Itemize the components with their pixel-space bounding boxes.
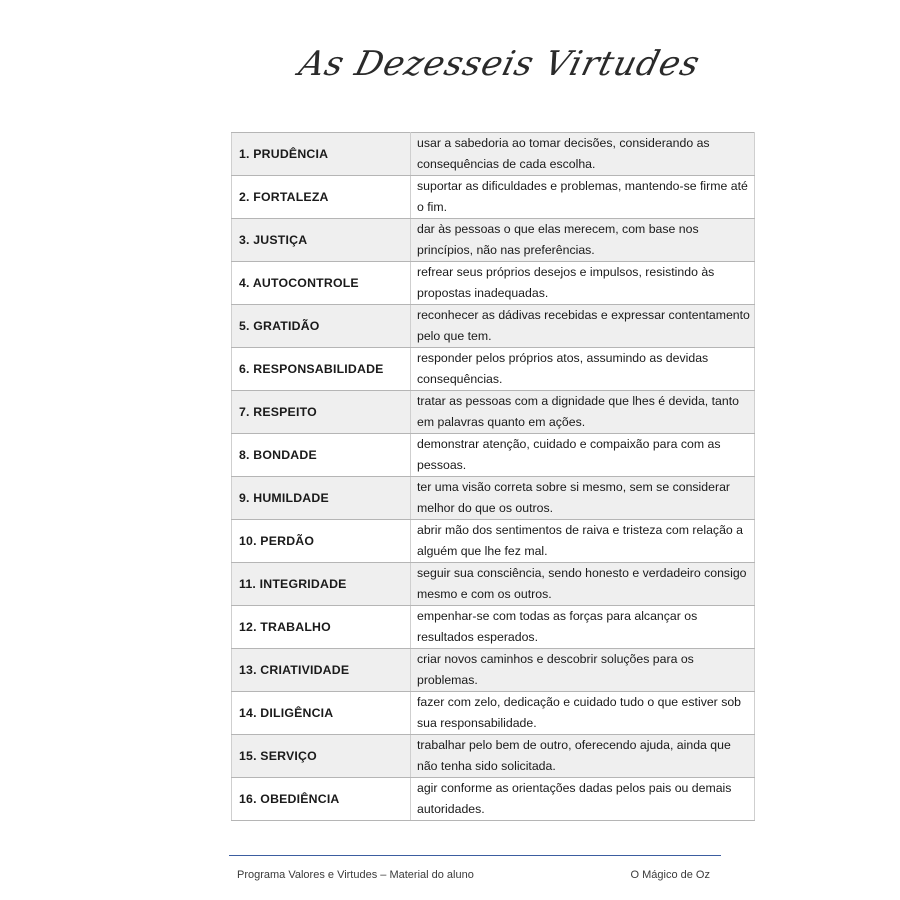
virtue-description: dar às pessoas o que elas merecem, com base nos princípios, não nas preferências. [411, 219, 755, 262]
virtue-description: suportar as dificuldades e problemas, mantendo-se firme até o fim. [411, 176, 755, 219]
table-row [232, 391, 755, 434]
table-row [232, 305, 755, 348]
table-row [232, 133, 755, 176]
table-row [232, 262, 755, 305]
virtue-name: 2. FORTALEZA [232, 176, 411, 219]
virtue-description: reconhecer as dádivas recebidas e expressar contentamento pelo que tem. [411, 305, 755, 348]
virtue-name: 15. SERVIÇO [232, 735, 411, 778]
page-title: As Dezesseis Virtudes [295, 44, 705, 84]
table-row [232, 477, 755, 520]
virtue-description: responder pelos próprios atos, assumindo as devidas consequências. [411, 348, 755, 391]
virtues-table-body [232, 133, 755, 821]
virtue-name: 3. JUSTIÇA [232, 219, 411, 262]
virtues-table-container [231, 132, 755, 821]
virtue-description: abrir mão dos sentimentos de raiva e tristeza com relação a alguém que lhe fez mal. [411, 520, 755, 563]
table-row [232, 219, 755, 262]
virtue-name: 14. DILIGÊNCIA [232, 692, 411, 735]
table-row [232, 735, 755, 778]
table-row [232, 176, 755, 219]
virtue-description: refrear seus próprios desejos e impulsos, resistindo às propostas inadequadas. [411, 262, 755, 305]
virtue-description: criar novos caminhos e descobrir soluções para os problemas. [411, 649, 755, 692]
virtue-description: agir conforme as orientações dadas pelos pais ou demais autoridades. [411, 778, 755, 821]
virtue-name: 6. RESPONSABILIDADE [232, 348, 411, 391]
table-row [232, 520, 755, 563]
virtue-description: trabalhar pelo bem de outro, oferecendo ajuda, ainda que não tenha sido solicitada. [411, 735, 755, 778]
virtue-name: 7. RESPEITO [232, 391, 411, 434]
virtue-name: 12. TRABALHO [232, 606, 411, 649]
virtue-name: 9. HUMILDADE [232, 477, 411, 520]
table-row [232, 606, 755, 649]
virtue-name: 8. BONDADE [232, 434, 411, 477]
virtue-name: 16. OBEDIÊNCIA [232, 778, 411, 821]
footer-divider [229, 855, 721, 856]
virtue-description: demonstrar atenção, cuidado e compaixão para com as pessoas. [411, 434, 755, 477]
footer-program-label: Programa Valores e Virtudes – Material do aluno [237, 869, 474, 881]
virtue-description: usar a sabedoria ao tomar decisões, considerando as consequências de cada escolha. [411, 133, 755, 176]
virtues-table [231, 132, 755, 821]
table-row [232, 649, 755, 692]
table-row [232, 563, 755, 606]
table-row [232, 434, 755, 477]
virtue-name: 5. GRATIDÃO [232, 305, 411, 348]
table-row [232, 692, 755, 735]
virtue-name: 11. INTEGRIDADE [232, 563, 411, 606]
table-row [232, 348, 755, 391]
virtue-name: 10. PERDÃO [232, 520, 411, 563]
virtue-description: empenhar-se com todas as forças para alcançar os resultados esperados. [411, 606, 755, 649]
virtue-name: 13. CRIATIVIDADE [232, 649, 411, 692]
virtue-description: fazer com zelo, dedicação e cuidado tudo o que estiver sob sua responsabilidade. [411, 692, 755, 735]
virtue-name: 1. PRUDÊNCIA [232, 133, 411, 176]
virtue-description: tratar as pessoas com a dignidade que lhes é devida, tanto em palavras quanto em ações. [411, 391, 755, 434]
virtue-name: 4. AUTOCONTROLE [232, 262, 411, 305]
footer-book-title: O Mágico de Oz [630, 869, 710, 881]
virtue-description: ter uma visão correta sobre si mesmo, sem se considerar melhor do que os outros. [411, 477, 755, 520]
virtue-description: seguir sua consciência, sendo honesto e verdadeiro consigo mesmo e com os outros. [411, 563, 755, 606]
table-row [232, 778, 755, 821]
